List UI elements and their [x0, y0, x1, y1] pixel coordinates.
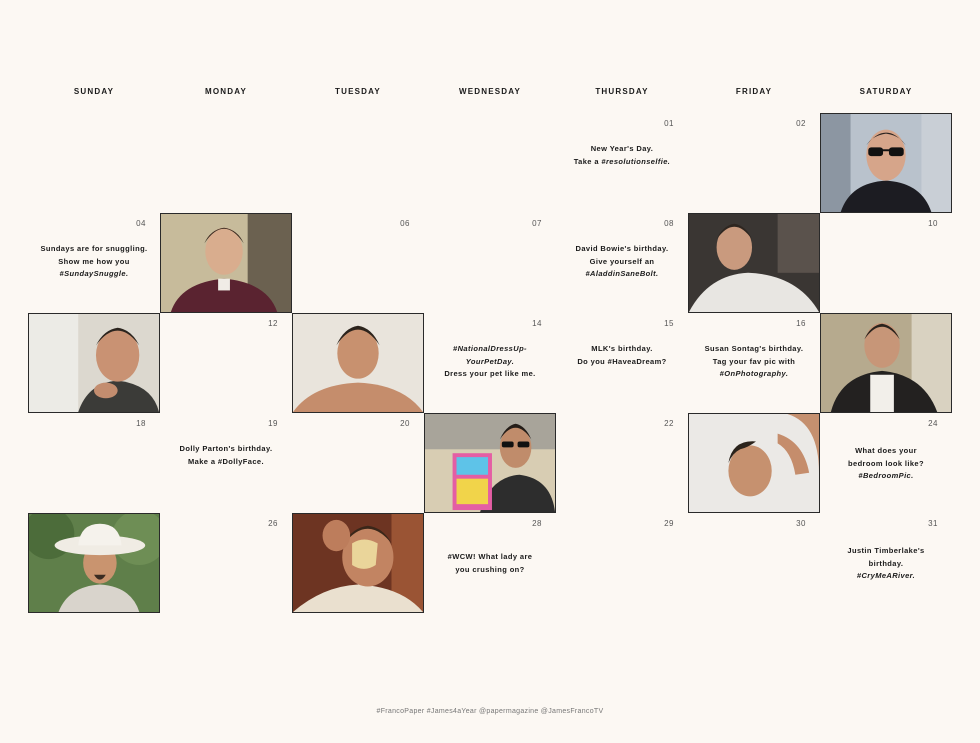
- day-cell-06: 06: [400, 219, 410, 228]
- day-caption: Dolly Parton's birthday. Make a #DollyFace.: [179, 444, 273, 466]
- day-cell-25-photo[interactable]: [28, 513, 160, 613]
- selfie-photo-leather-jacket[interactable]: [820, 313, 952, 413]
- selfie-photo-maroon-jacket[interactable]: [160, 213, 292, 313]
- day-cell-05-photo[interactable]: [160, 213, 292, 313]
- footer-hashtags: #FrancoPaper #James4aYear @papermagazine @JamesFrancoTV: [376, 708, 604, 715]
- day-cell-01: [556, 113, 688, 213]
- day-cell-24: 24 What does your bedroom look like? #BedroomPic.: [820, 413, 952, 513]
- day-cell-27-photo[interactable]: [292, 513, 424, 613]
- selfie-photo-bread-over-eye[interactable]: [292, 513, 424, 613]
- weekday-wednesday: WEDNESDAY: [458, 87, 522, 96]
- day-cell-16: 16 Susan Sontag's birthday. Tag your fav pic with #OnPhotography.: [688, 313, 820, 413]
- weekday-thursday: THURSDAY: [595, 87, 649, 96]
- selfie-photo-bed-white-shirt[interactable]: [688, 213, 820, 313]
- day-caption: Sundays are for snuggling. Show me how you #SundaySnuggle.: [40, 244, 148, 278]
- day-cell-18: 18: [136, 419, 146, 428]
- day-cell-08: 08 David Bowie's birthday. Give yourself an #AladdinSaneBolt.: [556, 213, 688, 313]
- day-cell-03-photo[interactable]: [820, 113, 952, 213]
- weekday-sunday: SUNDAY: [73, 87, 115, 96]
- day-caption: MLK's birthday. Do you #HaveaDream?: [577, 344, 667, 366]
- day-cell-10: 10: [928, 219, 938, 228]
- weekday-monday: MONDAY: [204, 87, 248, 96]
- weekday-saturday: SATURDAY: [859, 87, 913, 96]
- day-cell-28: 28 #WCW! What lady are you crushing on?: [424, 513, 556, 613]
- day-cell-26: 26: [268, 519, 278, 528]
- day-cell-02-number: 02: [796, 119, 806, 128]
- day-cell-12: 12: [268, 319, 278, 328]
- day-cell-14: 14 #NationalDressUp- YourPetDay. Dress your pet like me.: [424, 313, 556, 413]
- selfie-photo-shirtless-pillow[interactable]: [292, 313, 424, 413]
- day-cell-17-photo[interactable]: [820, 313, 952, 413]
- day-number: 01: [664, 119, 674, 128]
- weekday-friday: FRIDAY: [735, 87, 773, 96]
- day-cell-04: 04 Sundays are for snuggling. Show me how you #SundaySnuggle.: [28, 213, 160, 313]
- selfie-photo-beach-sunglasses[interactable]: [424, 413, 556, 513]
- day-cell-21-photo[interactable]: [424, 413, 556, 513]
- day-cell-11-photo[interactable]: [28, 313, 160, 413]
- day-caption: Susan Sontag's birthday. Tag your fav pic with #OnPhotography.: [704, 344, 804, 378]
- day-cell-09-photo[interactable]: [688, 213, 820, 313]
- selfie-photo-bed-pillow-lying[interactable]: [688, 413, 820, 513]
- day-cell-31: 31 Justin Timberlake's birthday. #CryMeARiver.: [820, 513, 952, 613]
- selfie-photo-cowboy-hat[interactable]: [28, 513, 160, 613]
- weekday-header-row: [28, 87, 952, 99]
- day-cell-22: 22: [664, 419, 674, 428]
- day-caption: New Year's Day. Take a #resolutionselfie.: [573, 144, 671, 166]
- day-caption: What does your bedroom look like? #BedroomPic.: [848, 446, 924, 480]
- day-cell-13-photo[interactable]: [292, 313, 424, 413]
- day-cell-30: 30: [796, 519, 806, 528]
- day-caption: #NationalDressUp- YourPetDay. Dress your pet like me.: [444, 344, 536, 378]
- day-cell-20: 20: [400, 419, 410, 428]
- selfie-photo-hand-on-chin[interactable]: [28, 313, 160, 413]
- day-caption: #WCW! What lady are you crushing on?: [447, 552, 533, 574]
- weekday-tuesday: TUESDAY: [335, 87, 381, 96]
- selfie-photo-sunglasses-car[interactable]: [820, 113, 952, 213]
- day-cell-19: 19 Dolly Parton's birthday. Make a #DollyFace.: [160, 413, 292, 513]
- day-cell-29: 29: [664, 519, 674, 528]
- day-cell-23-photo[interactable]: [688, 413, 820, 513]
- day-caption: Justin Timberlake's birthday. #CryMeARiver.: [847, 546, 925, 580]
- day-cell-15: 15 MLK's birthday. Do you #HaveaDream?: [556, 313, 688, 413]
- day-caption: David Bowie's birthday. Give yourself an #AladdinSaneBolt.: [575, 244, 669, 278]
- day-cell-07: 07: [532, 219, 542, 228]
